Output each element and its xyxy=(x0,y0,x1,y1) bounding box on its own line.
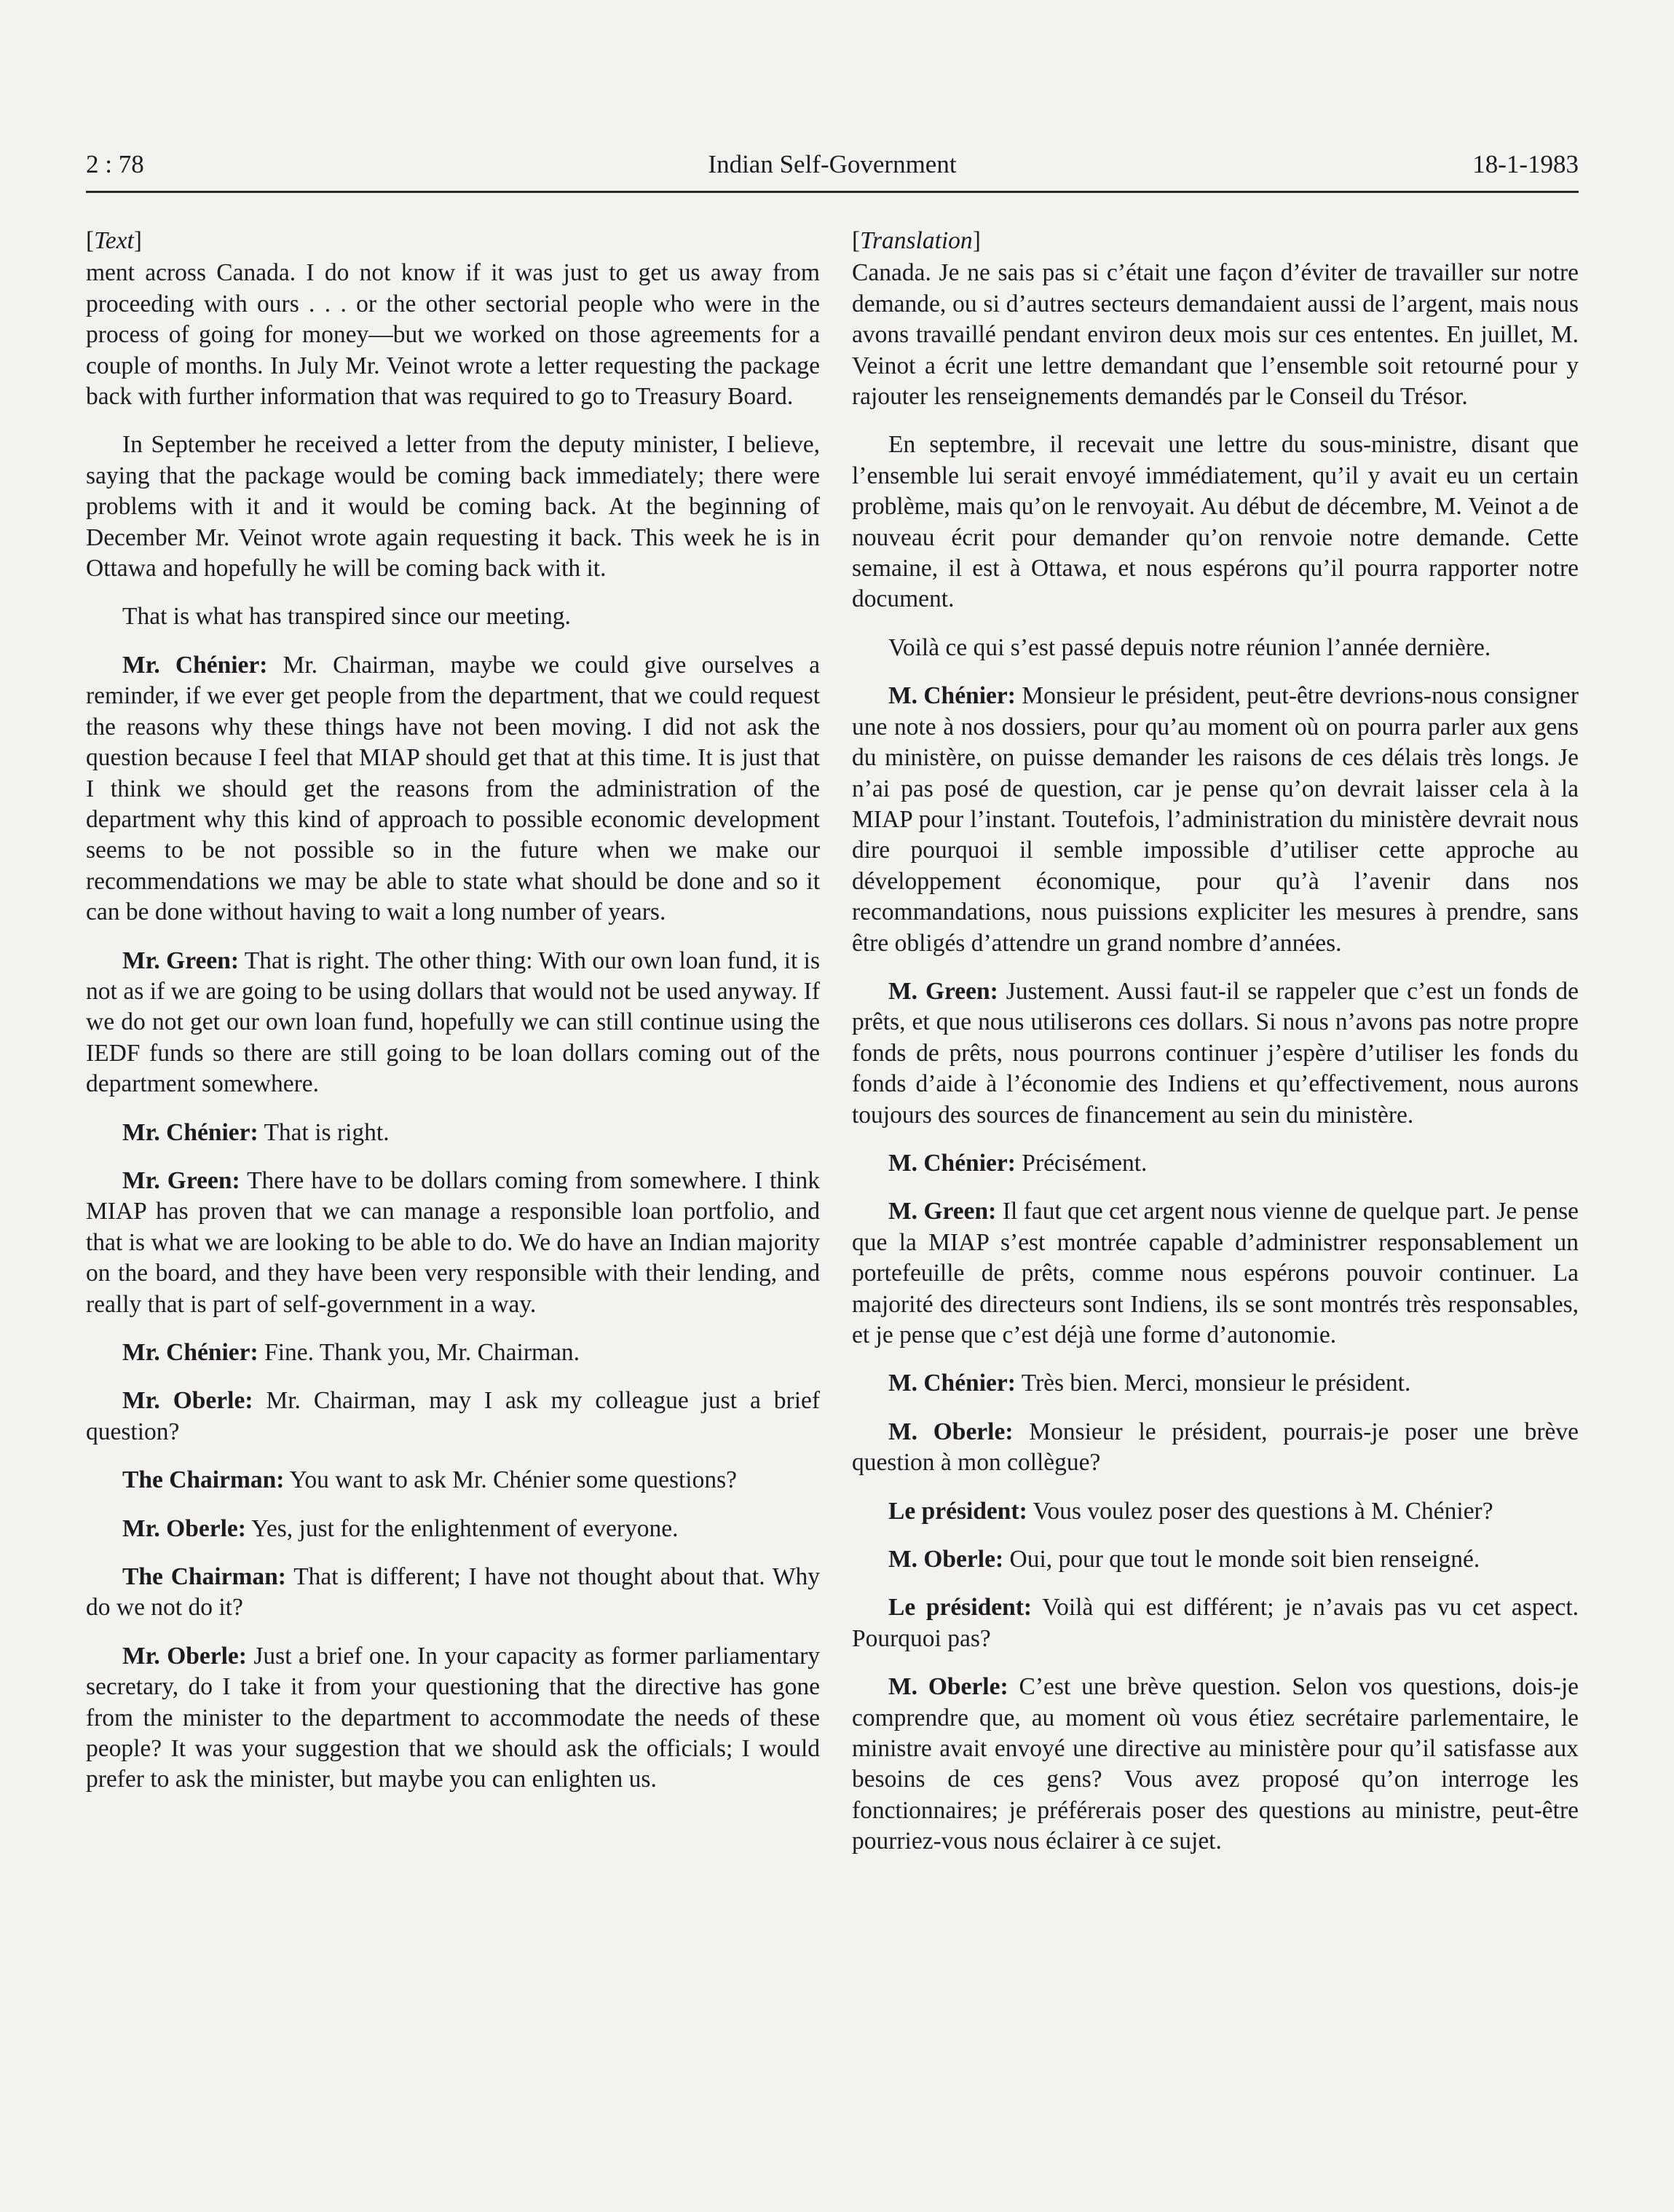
paragraph xyxy=(852,430,1579,615)
paragraph xyxy=(86,1118,820,1148)
paragraph xyxy=(852,633,1579,663)
paragraph xyxy=(852,1417,1579,1479)
speaker-name: Mr. Oberle: xyxy=(122,1642,247,1670)
paragraph xyxy=(86,430,820,584)
speaker-name: The Chairman: xyxy=(122,1563,286,1591)
paragraph-text: Fine. Thank you, Mr. Chairman. xyxy=(264,1339,580,1366)
page-header xyxy=(86,146,1579,193)
paragraph-text: Voilà qui est différent; je n’avais pas vu cet aspect. Pourquoi pas? xyxy=(852,1594,1579,1652)
paragraph-text: There have to be dollars coming from somewhere. I think MIAP has proven that we can manage a responsible loan portfolio, and that is what we are looking to be able to do. We do have an Indian majority on the board, and they have been very responsible with their lending, and really that is part of self-government in a way. xyxy=(86,1166,820,1318)
paragraph xyxy=(86,650,820,928)
speaker-name: Mr. Oberle: xyxy=(122,1387,253,1415)
paragraph-text: Très bien. Merci, monsieur le président. xyxy=(1021,1370,1411,1397)
paragraph-text: Monsieur le président, peut-être devrions-nous consigner une note à nos dossiers, pour qu’au moment où on pourra parler aux gens du ministère, on puisse demander les raisons de ces délais très longs. Je n’ai pas posé de question, car je pense qu’on devrait laisser cela à la MIAP pour l’instant. Toutefois, l’administration du ministère devrait nous dire pourquoi il semble impossible d’utiliser cette approche au développement économique, pour qu’à l’avenir dans nos recommandations, nous puissions expliciter les mesures à prendre, sans être obligés d’attendre un grand nombre d’années. xyxy=(852,682,1579,957)
paragraph-text: Mr. Chairman, maybe we could give ourselves a reminder, if we ever get people from the department, that we could request the reasons why these things have not been moving. I did not ask the question because I feel that MIAP should get that at this time. It is just that I think we should get the reasons from the administration of the department why this kind of approach to possible economic development seems to be not possible so in the future when we make our recommendations we may be able to state what should be done and so it can be done without having to wait a long number of years. xyxy=(86,651,821,926)
paragraph-text: Just a brief one. In your capacity as former parliamentary secretary, do I take it from your questioning that the directive has gone from the minister to the department to accommodate the needs of these people? It was your suggestion that we should ask the officials; I would prefer to ask the minister, but maybe you can enlighten us. xyxy=(86,1642,821,1793)
paragraph xyxy=(852,681,1579,959)
column-tag: [Translation] xyxy=(852,227,981,254)
paragraph xyxy=(852,976,1579,1131)
paragraph-text: Précisément. xyxy=(1022,1149,1148,1177)
speaker-name: Le président: xyxy=(888,1594,1033,1622)
french-paragraphs xyxy=(852,258,1579,1857)
paragraph xyxy=(86,601,820,632)
paragraph xyxy=(852,258,1579,412)
paragraph-text: Monsieur le président, pourrais-je poser une brève question à mon collègue? xyxy=(852,1418,1579,1477)
paragraph-text: Canada. Je ne sais pas si c’était une façon d’éviter de travailler sur notre demande, ou si d’autres secteurs demandaient aussi de l’argent, mais nous avons travaillé pendant environ deux mois sur ces ententes. En juillet, M. Veinot a écrit une lettre demandant que l’ensemble soit retourné pour y rajouter les renseignements demandés par le Conseil du Trésor. xyxy=(852,259,1579,411)
issue-date: 18-1-1983 xyxy=(1472,150,1579,178)
paragraph-text: Justement. Aussi faut-il se rappeler que c’est un fonds de prêts, et que nous utiliserons ces dollars. Si nous n’avons pas notre propre fonds de prêts, nous pourrons continuer j’espère d’utiliser les fonds du fonds d’aide à l’économie des Indiens et qu’effectivement, nous aurons toujours des sources de financement au sein du ministère. xyxy=(852,977,1579,1129)
paragraph-text: You want to ask Mr. Chénier some questions? xyxy=(289,1466,738,1494)
paragraph-text: En septembre, il recevait une lettre du sous-ministre, disant que l’ensemble lui serait envoyé immédiatement, qu’il y avait eu un certain problème, mais qu’on le renvoyait. Au début de décembre, M. Veinot a de nouveau écrit pour demander qu’on renvoie notre demande. Cette semaine, il est à Ottawa, et nous espérons qu’il pourra rapporter notre document. xyxy=(852,431,1579,613)
paragraph-text: C’est une brève question. Selon vos questions, dois-je comprendre que, au moment où vous étiez secrétaire parlementaire, le ministre avait envoyé une directive au ministère pour qu’il satisfasse aux besoins de ces gens? Vous avez proposé qu’on interroge les fonctionnaires; je préférerais poser des questions au ministre, peut-être pourriez-vous nous éclairer à ce sujet. xyxy=(852,1673,1579,1855)
speaker-name: M. Oberle: xyxy=(888,1546,1004,1573)
paragraph-text: Il faut que cet argent nous vienne de quelque part. Je pense que la MIAP s’est montrée capable d’administrer responsablement un portefeuille de prêts, comme nous espérons pouvoir continuer. La majorité des directeurs sont Indiens, ils se sont montrés très responsables, et je pense que c’est déjà une forme d’autonomie. xyxy=(852,1198,1579,1348)
paragraph-text: Oui, pour que tout le monde soit bien renseigné. xyxy=(1009,1546,1480,1573)
speaker-name: M. Green: xyxy=(888,1198,997,1225)
speaker-name: M. Oberle: xyxy=(888,1673,1008,1701)
speaker-name: M. Chénier: xyxy=(888,682,1016,710)
speaker-name: M. Green: xyxy=(888,977,998,1005)
paragraph-text: Mr. Chairman, may I ask my colleague just a brief question? xyxy=(86,1387,821,1445)
column-tag: [Text] xyxy=(86,227,142,254)
paragraph xyxy=(86,1166,820,1320)
paragraph xyxy=(852,1196,1579,1351)
paragraph xyxy=(86,1465,820,1496)
paragraph xyxy=(86,1338,820,1368)
speaker-name: Mr. Oberle: xyxy=(122,1514,246,1542)
paragraph xyxy=(852,1496,1579,1527)
paragraph-text: That is right. xyxy=(264,1118,390,1146)
paragraph xyxy=(852,1592,1579,1654)
paragraph xyxy=(86,1562,820,1624)
speaker-name: Le président: xyxy=(888,1497,1027,1525)
paragraph-text: That is what has transpired since our meeting. xyxy=(122,603,571,631)
paragraph-text: In September he received a letter from the deputy minister, I believe, saying that the package would be coming back immediately; there were problems with it and it would be coming back. At the beginning of December Mr. Veinot wrote again requesting it back. This week he is in Ottawa and hopefully he will be coming back with it. xyxy=(86,431,820,582)
speaker-name: Mr. Green: xyxy=(122,947,240,974)
speaker-name: M. Chénier: xyxy=(888,1149,1016,1177)
english-column xyxy=(86,226,820,1813)
page-number: 2 : 78 xyxy=(86,150,144,178)
paragraph-text: That is right. The other thing: With our own loan fund, it is not as if we are going to be using dollars that would not be used anyway. If we do not get our own loan fund, hopefully we can still continue using the IEDF funds so there are still going to be loan dollars coming out of the department somewhere. xyxy=(86,947,820,1098)
paragraph-text: ment across Canada. I do not know if it was just to get us away from proceeding with ours . . . or the other sectorial people who were in the process of going for money—but we worked on those agreements for a couple of months. In July Mr. Veinot wrote a letter requesting the package back with further information that was required to go to Treasury Board. xyxy=(86,259,820,411)
column-tag-label: Translation xyxy=(860,227,973,254)
speaker-name: M. Chénier: xyxy=(888,1370,1016,1397)
paragraph-text: Vous voulez poser des questions à M. Chénier? xyxy=(1033,1497,1493,1525)
paragraph-text: That is different; I have not thought about that. Why do we not do it? xyxy=(86,1563,820,1622)
paragraph xyxy=(852,1672,1579,1857)
speaker-name: M. Oberle: xyxy=(888,1418,1014,1445)
running-title: Indian Self-Government xyxy=(708,150,957,178)
speaker-name: Mr. Green: xyxy=(122,1166,240,1194)
paragraph xyxy=(86,946,820,1100)
english-paragraphs xyxy=(86,258,820,1795)
speaker-name: Mr. Chénier: xyxy=(122,651,268,679)
paragraph xyxy=(852,1544,1579,1575)
paragraph-text: Yes, just for the enlightenment of everyone. xyxy=(251,1514,679,1542)
paragraph xyxy=(86,258,820,412)
paragraph-text: Voilà ce qui s’est passé depuis notre réunion l’année dernière. xyxy=(888,633,1491,661)
paragraph xyxy=(86,1641,820,1796)
french-column xyxy=(852,226,1579,1875)
paragraph xyxy=(852,1148,1579,1179)
speaker-name: Mr. Chénier: xyxy=(122,1118,258,1146)
paragraph xyxy=(852,1368,1579,1399)
paragraph xyxy=(86,1386,820,1447)
column-tag-label: Text xyxy=(94,227,134,254)
speaker-name: Mr. Chénier: xyxy=(122,1339,258,1366)
speaker-name: The Chairman: xyxy=(122,1466,285,1494)
paragraph xyxy=(86,1514,820,1544)
